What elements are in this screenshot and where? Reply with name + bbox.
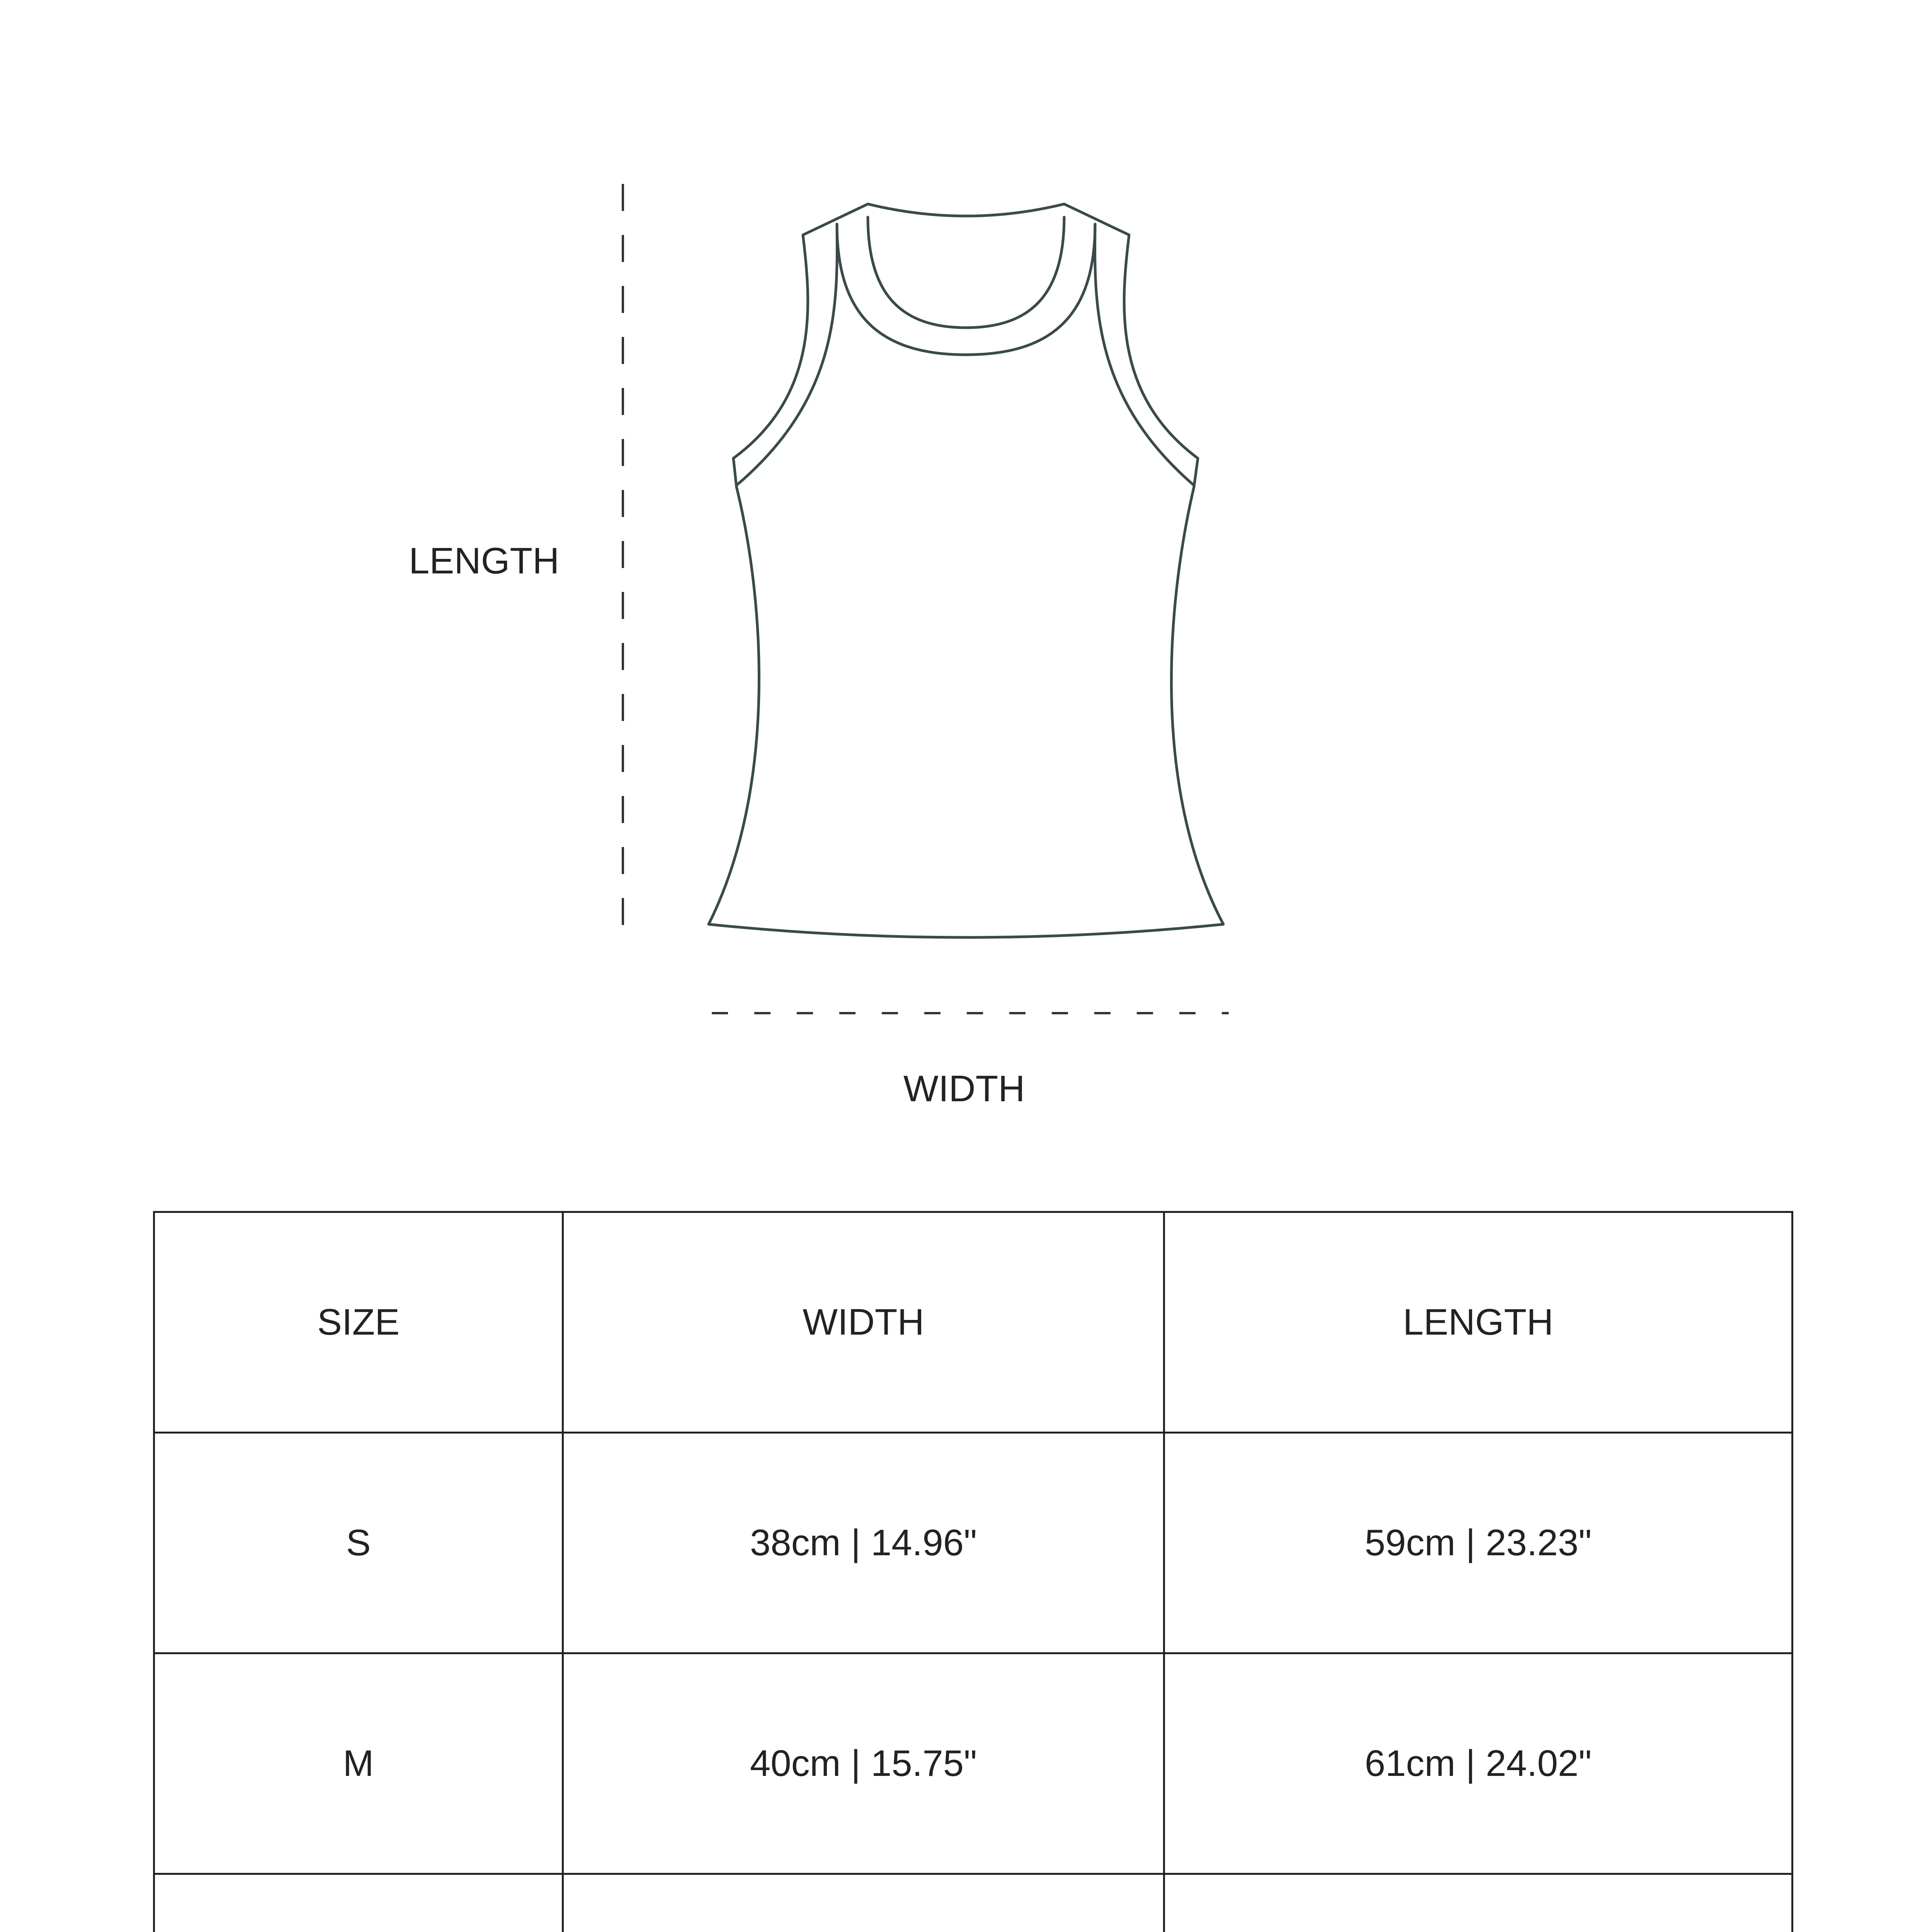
neckline-binding-outer <box>837 224 1095 355</box>
tank-top-body <box>709 204 1223 937</box>
table-row <box>154 1874 1793 1932</box>
header-width: WIDTH <box>563 1212 1164 1433</box>
length-cell: 59cm | 23.23" <box>1164 1433 1793 1653</box>
length-cell: 61cm | 24.02" <box>1164 1653 1793 1874</box>
width-label: WIDTH <box>903 1068 1025 1109</box>
left-armhole-binding <box>736 224 837 485</box>
size-chart-table <box>153 1211 1793 1932</box>
length-cell <box>1164 1874 1793 1932</box>
right-armhole-binding <box>1095 224 1194 485</box>
tank-top-outline-icon <box>709 204 1223 937</box>
size-cell: M <box>154 1653 563 1874</box>
width-cell <box>563 1874 1164 1932</box>
header-length: LENGTH <box>1164 1212 1793 1433</box>
neckline-binding-inner <box>868 217 1064 328</box>
table-row <box>154 1433 1793 1653</box>
size-cell: S <box>154 1433 563 1653</box>
table-header-row <box>154 1212 1793 1433</box>
width-cell: 38cm | 14.96" <box>563 1433 1164 1653</box>
length-label: LENGTH <box>409 540 560 582</box>
header-size: SIZE <box>154 1212 563 1433</box>
table-row <box>154 1653 1793 1874</box>
size-cell <box>154 1874 563 1932</box>
width-cell: 40cm | 15.75" <box>563 1653 1164 1874</box>
